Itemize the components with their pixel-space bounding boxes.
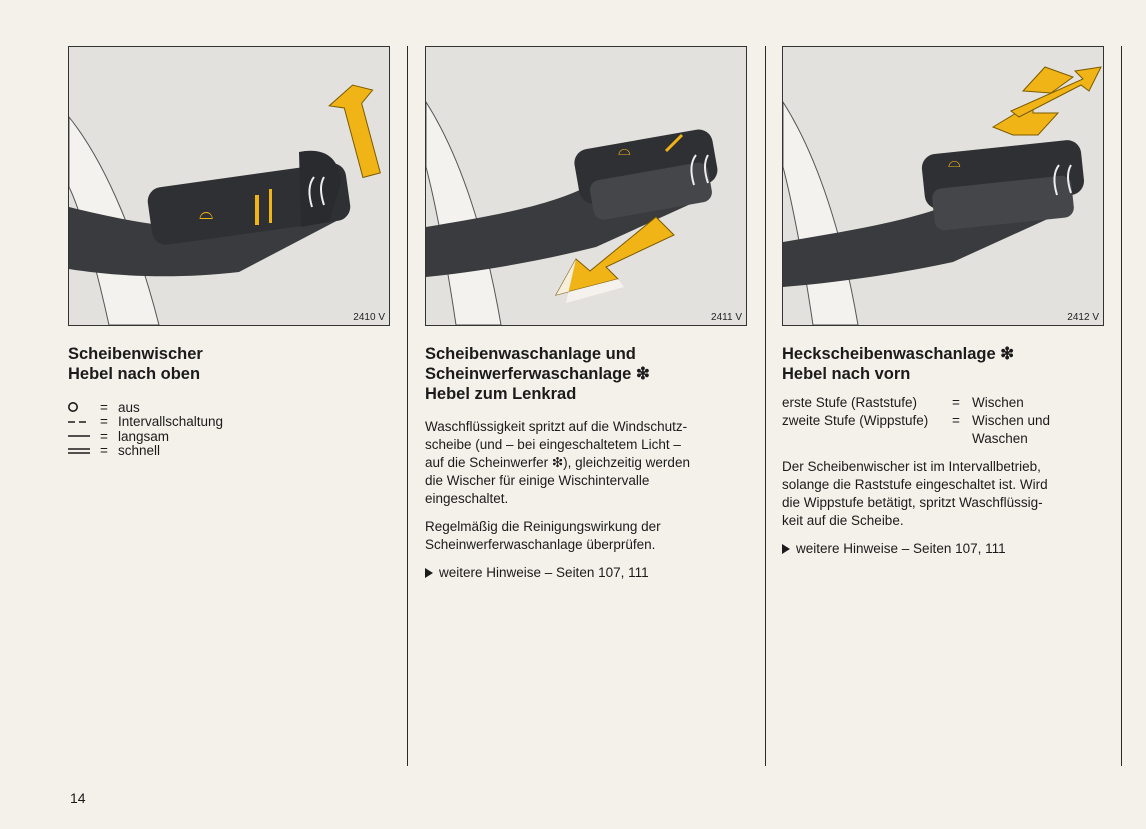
equals-sign: = (100, 414, 108, 430)
legend-row-slow (68, 429, 398, 444)
text-line: Regelmäßig die Reinigungswirkung der (425, 519, 661, 534)
washer-paragraph-2 (425, 518, 755, 554)
page-number: 14 (70, 790, 86, 806)
stage-value: Wischen (972, 395, 1024, 410)
text-fragment: auf die Scheinwerfer (425, 455, 552, 470)
heading-text: Heckscheibenwaschanlage (782, 345, 996, 363)
text-line: Der Scheibenwischer ist im Intervallbetrieb, (782, 459, 1041, 474)
stage-row-1 (782, 394, 1112, 412)
wiper-stalk-illustration (69, 47, 389, 325)
wiper-legend (68, 400, 398, 458)
stage-value: Wischen und (972, 413, 1051, 428)
figure-washer-pull (425, 46, 747, 326)
stage-table (782, 394, 1112, 448)
figure-wiper-up (68, 46, 390, 326)
text-fragment: ), gleichzeitig werden (563, 455, 690, 470)
circle-icon (68, 401, 94, 413)
section-heading-line2: Hebel nach vorn (782, 365, 911, 383)
legend-row-fast (68, 444, 398, 459)
equals-sign: = (952, 395, 960, 410)
triangle-bullet-icon (425, 568, 433, 578)
section-heading-line2 (425, 364, 755, 384)
stage-label: erste Stufe (Raststufe) (782, 395, 918, 410)
section-heading-line1: Scheibenwaschanlage und (425, 345, 636, 363)
svg-text:⌓: ⌓ (199, 203, 214, 224)
column-divider-2 (765, 46, 766, 766)
legend-row-interval (68, 415, 398, 430)
text-line: solange die Raststufe eingeschaltet ist. Wird (782, 477, 1048, 492)
svg-text:⌓: ⌓ (618, 140, 631, 159)
figure-code: 2412 V (1067, 312, 1099, 323)
stage-label: zweite Stufe (Wippstufe) (782, 413, 929, 428)
stage-label (782, 430, 952, 448)
section-heading-line1 (782, 344, 1112, 364)
section-heading-line1: Scheibenwischer (68, 345, 203, 363)
equals-sign: = (100, 399, 108, 415)
legend-text: Intervallschaltung (118, 414, 224, 430)
legend-text: langsam (118, 428, 170, 444)
text-line: die Wischer für einige Wischintervalle (425, 473, 650, 488)
washer-reference-note (425, 564, 755, 582)
column-divider-3 (1121, 46, 1122, 766)
text-line: keit auf die Scheibe. (782, 513, 904, 528)
section-heading-line3: Hebel zum Lenkrad (425, 385, 577, 403)
rear-washer-reference-note (782, 540, 1112, 558)
stage-row-2 (782, 412, 1112, 430)
equals-sign: = (100, 443, 108, 459)
figure-rear-washer (782, 46, 1104, 326)
equals-sign: = (952, 413, 960, 428)
figure-code: 2410 V (353, 312, 385, 323)
text-line (425, 454, 755, 472)
equals-sign: = (100, 428, 108, 444)
washer-paragraph-1 (425, 418, 755, 508)
column-washer (425, 344, 755, 582)
snowflake-icon: ❇ (635, 365, 650, 383)
dashed-line-icon (68, 416, 94, 428)
column-wiper (68, 344, 398, 458)
rear-washer-stalk-illustration (783, 47, 1103, 325)
washer-stalk-illustration (426, 47, 746, 325)
column-divider-1 (407, 46, 408, 766)
snowflake-icon: ❇ (551, 455, 564, 470)
svg-text:⌓: ⌓ (948, 152, 961, 171)
text-line: Scheinwerferwaschanlage überprüfen. (425, 537, 656, 552)
equals-sign (952, 430, 972, 448)
stage-value: Waschen (972, 431, 1028, 446)
text-line: Waschflüssigkeit spritzt auf die Windschutz- (425, 419, 688, 434)
triangle-bullet-icon (782, 544, 790, 554)
text-line: eingeschaltet. (425, 491, 509, 506)
text-line: die Wippstufe betätigt, spritzt Waschflüssig- (782, 495, 1043, 510)
reference-text: weitere Hinweise – Seiten 107, 111 (796, 541, 1006, 556)
stage-row-3 (782, 430, 1112, 448)
section-heading-line2: Hebel nach oben (68, 365, 201, 383)
legend-text: aus (118, 399, 140, 415)
legend-text: schnell (118, 443, 161, 459)
rear-washer-paragraph (782, 458, 1112, 530)
text-line: scheibe (und – bei eingeschaltetem Licht – (425, 437, 681, 452)
single-line-icon (68, 430, 94, 442)
snowflake-icon: ❇ (1000, 345, 1015, 363)
column-rear-washer (782, 344, 1112, 558)
heading-text: Scheinwerferwaschanlage (425, 365, 632, 383)
figure-code: 2411 V (711, 312, 742, 323)
double-line-icon (68, 445, 94, 457)
reference-text: weitere Hinweise – Seiten 107, 111 (439, 565, 649, 580)
legend-row-off (68, 400, 398, 415)
